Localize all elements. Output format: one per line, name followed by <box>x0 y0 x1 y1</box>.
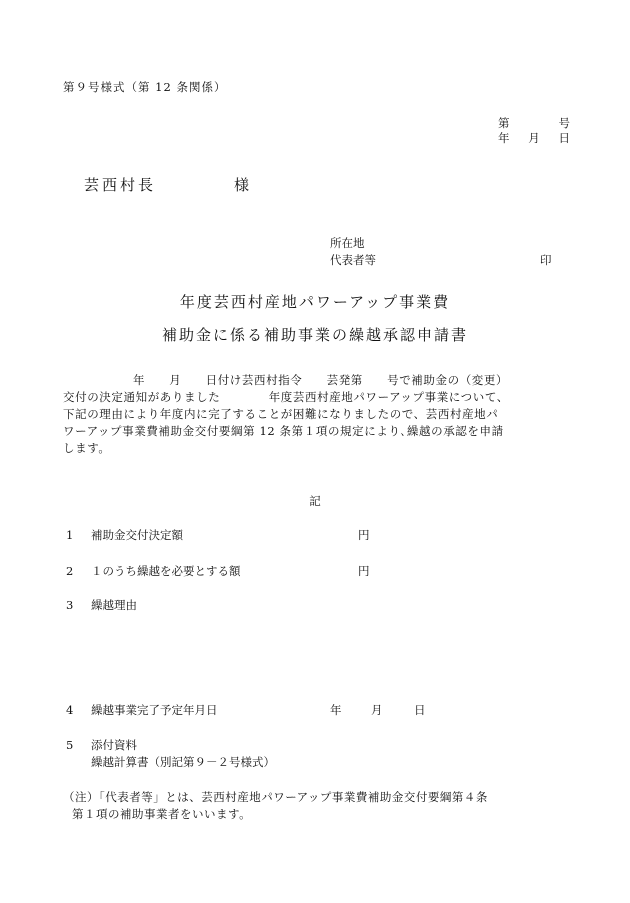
addressee-name: 芸西村長 <box>84 176 157 194</box>
item1-unit: 円 <box>358 528 370 542</box>
item5-number: 5 <box>66 738 74 752</box>
address-label: 所在地 <box>330 236 365 250</box>
doc-number-suffix: 号 <box>558 116 570 130</box>
item5-label: 添付資料 <box>91 738 137 752</box>
item4-label: 繰越事業完了予定年月日 <box>91 703 218 717</box>
item5-attachment: 繰越計算書（別記第９－２号様式） <box>91 755 275 769</box>
doc-date-year: 年 <box>498 131 510 145</box>
note-line1: （注）「代表者等」とは、芸西村産地パワーアップ事業費補助金交付要綱第４条 <box>63 790 488 804</box>
ki-heading: 記 <box>309 494 321 508</box>
note-line2: 第１項の補助事業者をいいます。 <box>72 807 252 821</box>
doc-number-prefix: 第 <box>498 116 510 130</box>
document-title-line2: 補助金に係る補助事業の繰越承認申請書 <box>161 326 468 344</box>
item2-unit: 円 <box>358 564 370 578</box>
document-title-line1: 年度芸西村産地パワーアップ事業費 <box>179 293 451 311</box>
addressee <box>84 178 252 193</box>
document-number <box>498 118 570 130</box>
item1-label: 補助金交付決定額 <box>91 528 183 542</box>
body-text-line3: 下記の理由により年度内に完了することが困難になりましたので、芸西村産地パ <box>63 407 499 421</box>
body-text-line5: します。 <box>63 441 111 455</box>
item3-label: 繰越理由 <box>91 598 137 612</box>
document-date <box>498 133 570 145</box>
item2-number: 2 <box>66 564 74 578</box>
addressee-honorific: 様 <box>234 176 253 194</box>
item4-year: 年 <box>330 703 342 717</box>
item2-label: １のうち繰越を必要とする額 <box>91 564 241 578</box>
item4-month: 月 <box>371 703 383 717</box>
representative-label: 代表者等 <box>330 253 376 267</box>
seal-mark: 印 <box>540 253 552 267</box>
item4-day: 日 <box>414 703 426 717</box>
item3-number: 3 <box>66 598 74 612</box>
body-text-line1: 年 月 日付け芸西村指令 芸発第 号で補助金の（変更） <box>133 373 509 387</box>
item4-number: 4 <box>66 703 74 717</box>
item1-number: 1 <box>66 528 74 542</box>
body-text-line4: ワーアップ事業費補助金交付要綱第 12 条第１項の規定により､繰越の承認を申請 <box>63 424 504 438</box>
doc-date-day: 日 <box>558 131 570 145</box>
form-number: 第９号様式（第 12 条関係） <box>63 80 227 94</box>
body-text-line2: 交付の決定通知がありました 年度芸西村産地パワーアップ事業について、 <box>63 390 509 404</box>
doc-date-month: 月 <box>528 131 540 145</box>
